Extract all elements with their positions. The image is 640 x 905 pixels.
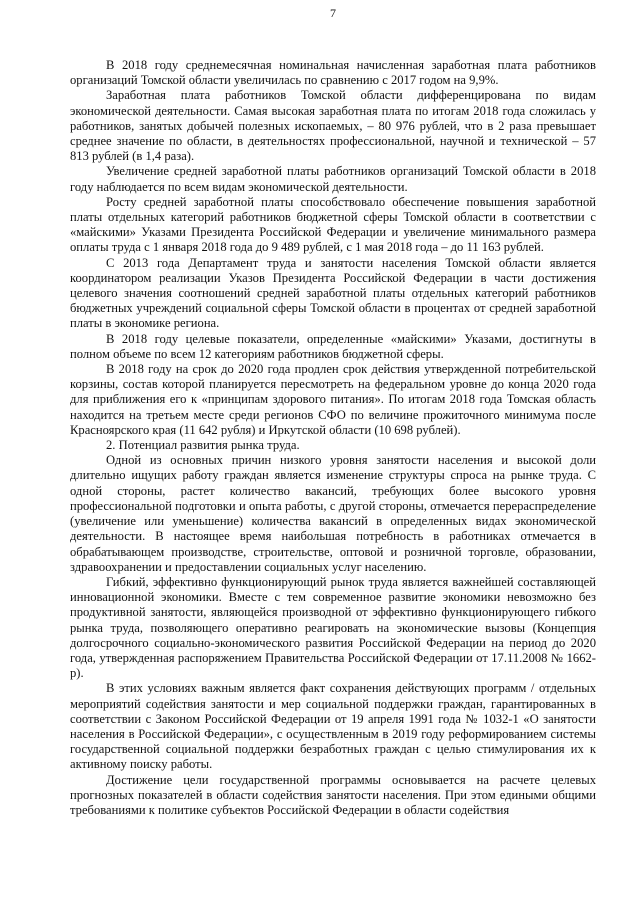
paragraph: Достижение цели государственной программы основывается на расчете целевых прогнозных показателей в области содействия занятости населения. При этом едиными общими требованиями к политике субъектов Российской Федерации в области содействия [70, 772, 596, 817]
paragraph: Росту средней заработной платы способствовало обеспечение повышения заработной платы отдельных категорий работников бюджетной сферы Томской области в соответствии с «майскими» Указами Президента Российской Федерации и увеличение минимального размера оплаты труда с 1 января 2018 года до 9 489 рублей, с 1 мая 2018 года – до 11 163 рублей. [70, 194, 596, 255]
page-number: 7 [330, 6, 336, 20]
paragraph: В 2018 году на срок до 2020 года продлен срок действия утвержденной потребительской корзины, состав которой планируется пересмотреть на федеральном уровне до конца 2020 года для приближения его к «принципам здорового питания». По итогам 2018 года Томская область находится на третьем месте среди регионов СФО по величине прожиточного минимума после Красноярского края (11 642 рубля) и Иркутской области (10 698 рублей). [70, 362, 596, 437]
paragraph: Одной из основных причин низкого уровня занятости населения и высокой доли длительно ищущих работу граждан является изменение структуры спроса на рынке труда. С одной стороны, растет количество вакансий, требующих более высокого уровня профессиональной подготовки и опыта работы, с другой стороны, отмечается перераспределение (увеличение или уменьшение) количества вакансий в определенных видах экономической деятельности. В настоящее время наибольшая потребность в работниках отмечается в обрабатывающем производстве, строительстве, оптовой и розничной торговле, образовании, здравоохранении и предоставлении социальных услуг населению. [70, 453, 596, 574]
paragraph: С 2013 года Департамент труда и занятости населения Томской области является координатором реализации Указов Президента Российской Федерации в части достижения целевого значения соотношений средней заработной платы отдельных категорий работников бюджетных учреждений социальной сферы Томской области в процентах от средней заработной платы в экономике региона. [70, 255, 596, 331]
paragraph: Гибкий, эффективно функционирующий рынок труда является важнейшей составляющей инновационной экономики. Вместе с тем современное развитие экономики невозможно без продуктивной занятости, являющейся производной от эффективно функционирующего гибкого рынка труда, позволяющего оперативно реагировать на экономические вызовы (Концепция долгосрочного социально-экономического развития Российской Федерации на период до 2020 года, утвержденная распоряжением Правительства Российской Федерации от 17.11.2008 № 1662-р). [70, 574, 596, 681]
paragraph: В 2018 году целевые показатели, определенные «майскими» Указами, достигнуты в полном объеме по всем 12 категориям работников бюджетной сферы. [70, 331, 596, 361]
paragraph: В этих условиях важным является факт сохранения действующих программ / отдельных мероприятий содействия занятости и мер социальной поддержки граждан, гарантированных в соответствии с Законом Российской Федерации от 19 апреля 1991 года № 1032-1 «О занятости населения в Российской Федерации», с осуществленным в 2019 году реформированием системы государственной социальной поддержки безработных граждан с целью стимулирования их к активному поиску работы. [70, 681, 596, 772]
body-text [70, 58, 596, 818]
paragraph: Заработная плата работников Томской области дифференцирована по видам экономической деятельности. Самая высокая заработная плата по итогам 2018 года сложилась у работников, занятых добычей полезных ископаемых, – 80 976 рублей, что в 2 раза превышает среднее значение по области, в деятельностях профессиональной, научной и технической – 57 813 рублей (в 1,4 раза). [70, 88, 596, 164]
section-heading: 2. Потенциал развития рынка труда. [106, 438, 300, 453]
paragraph: Увеличение средней заработной платы работников организаций Томской области в 2018 году наблюдается по всем видам экономической деятельности. [70, 164, 596, 194]
paragraph: В 2018 году среднемесячная номинальная начисленная заработная плата работников организаций Томской области увеличилась по сравнению с 2017 годом на 9,9%. [70, 58, 596, 88]
